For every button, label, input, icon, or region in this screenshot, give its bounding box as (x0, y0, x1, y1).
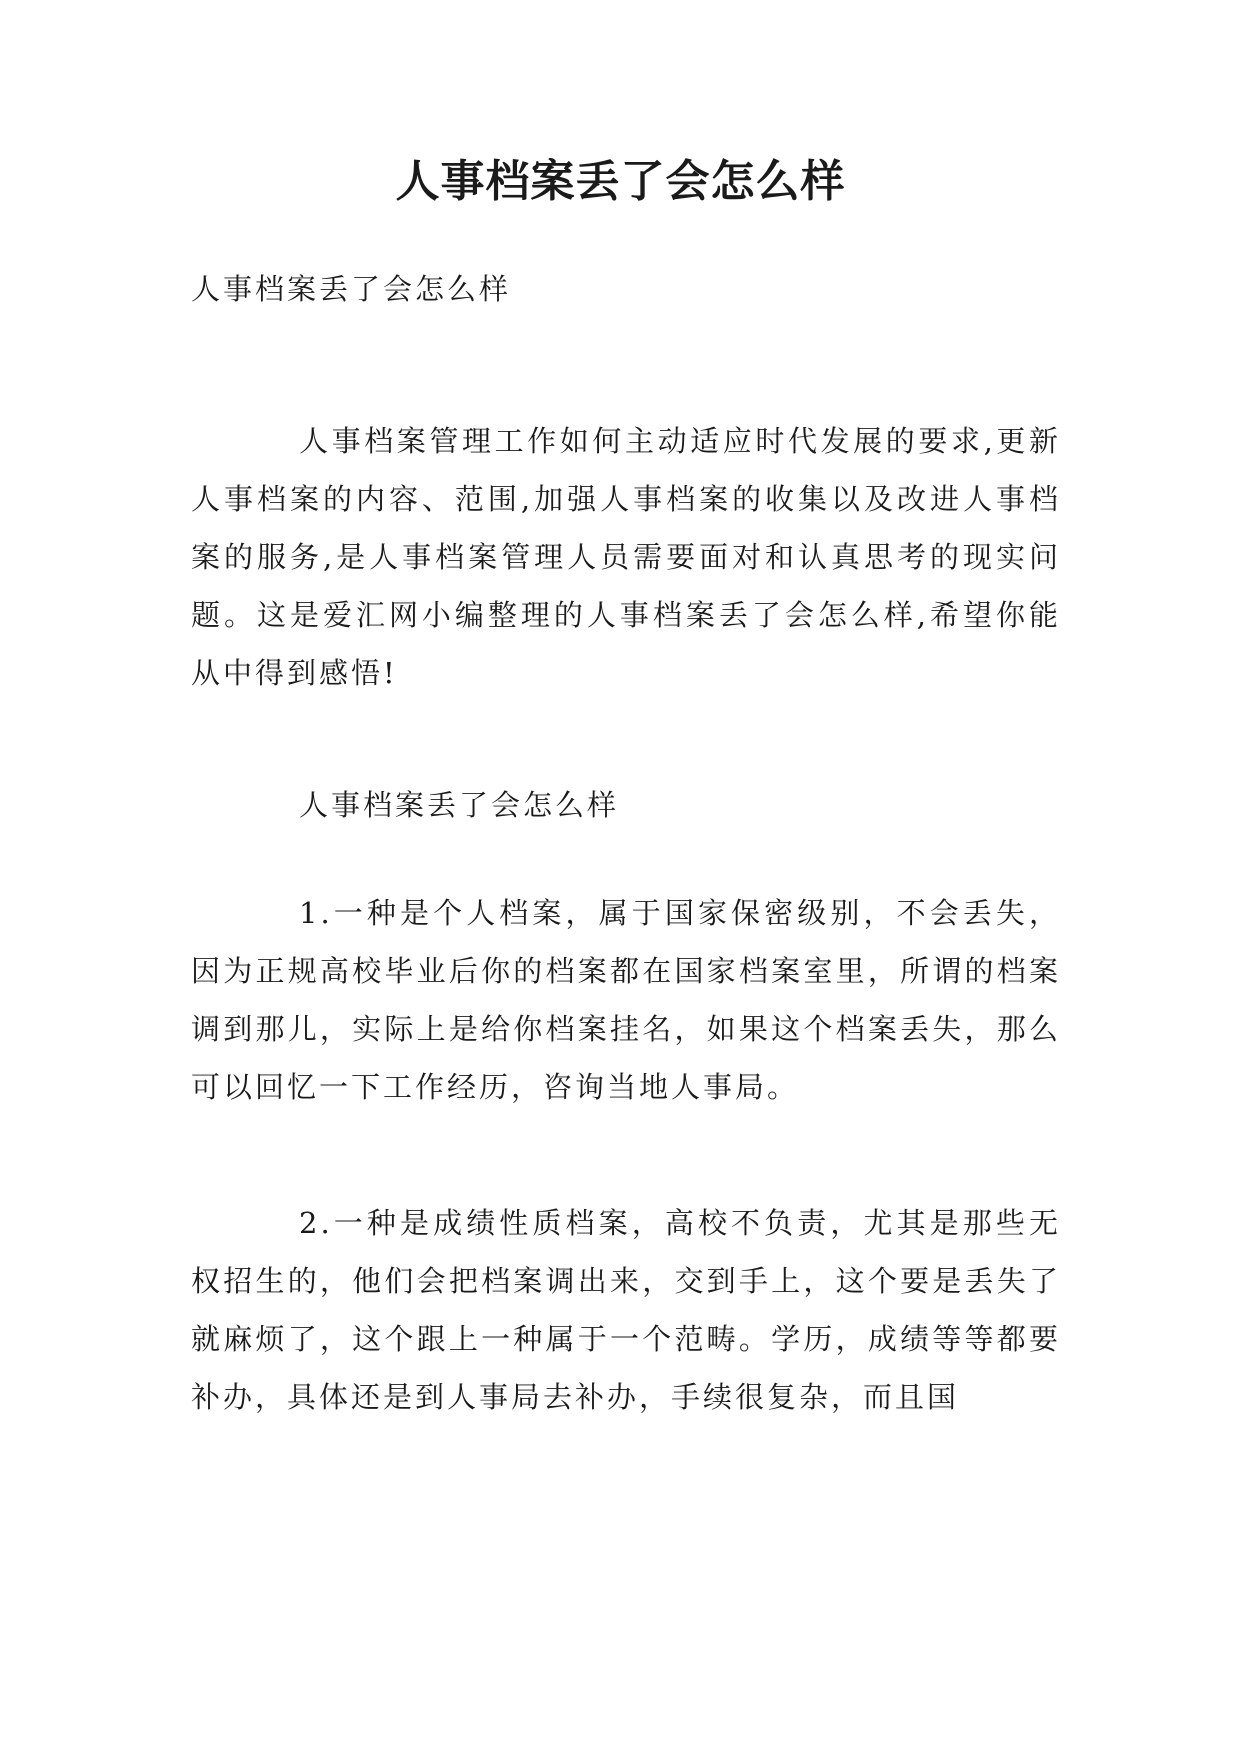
document-subtitle: 人事档案丢了会怎么样 (191, 272, 512, 306)
point-2-paragraph: 2.一种是成绩性质档案，高校不负责，尤其是那些无权招生的，他们会把档案调出来，交到手上，这个要是丢失了就麻烦了，这个跟上一种属于一个范畴。学历，成绩等等都要补办，具体还是到人事局去补办，手续很复杂，而且国 (191, 1206, 1061, 1414)
intro-paragraph: 人事档案管理工作如何主动适应时代发展的要求,更新人事档案的内容、范围,加强人事档案的收集以及改进人事档案的服务,是人事档案管理人员需要面对和认真思考的现实问题。这是爱汇网小编整理的人事档案丢了会怎么样,希望你能从中得到感悟! (191, 424, 1061, 690)
point-1-paragraph: 1.一种是个人档案，属于国家保密级别，不会丢失，因为正规高校毕业后你的档案都在国家档案室里，所谓的档案调到那儿，实际上是给你档案挂名，如果这个档案丢失，那么可以回忆一下工作经历，咨询当地人事局。 (191, 896, 1061, 1104)
section-heading: 人事档案丢了会怎么样 (299, 788, 620, 822)
document-title: 人事档案丢了会怎么样 (395, 156, 846, 207)
